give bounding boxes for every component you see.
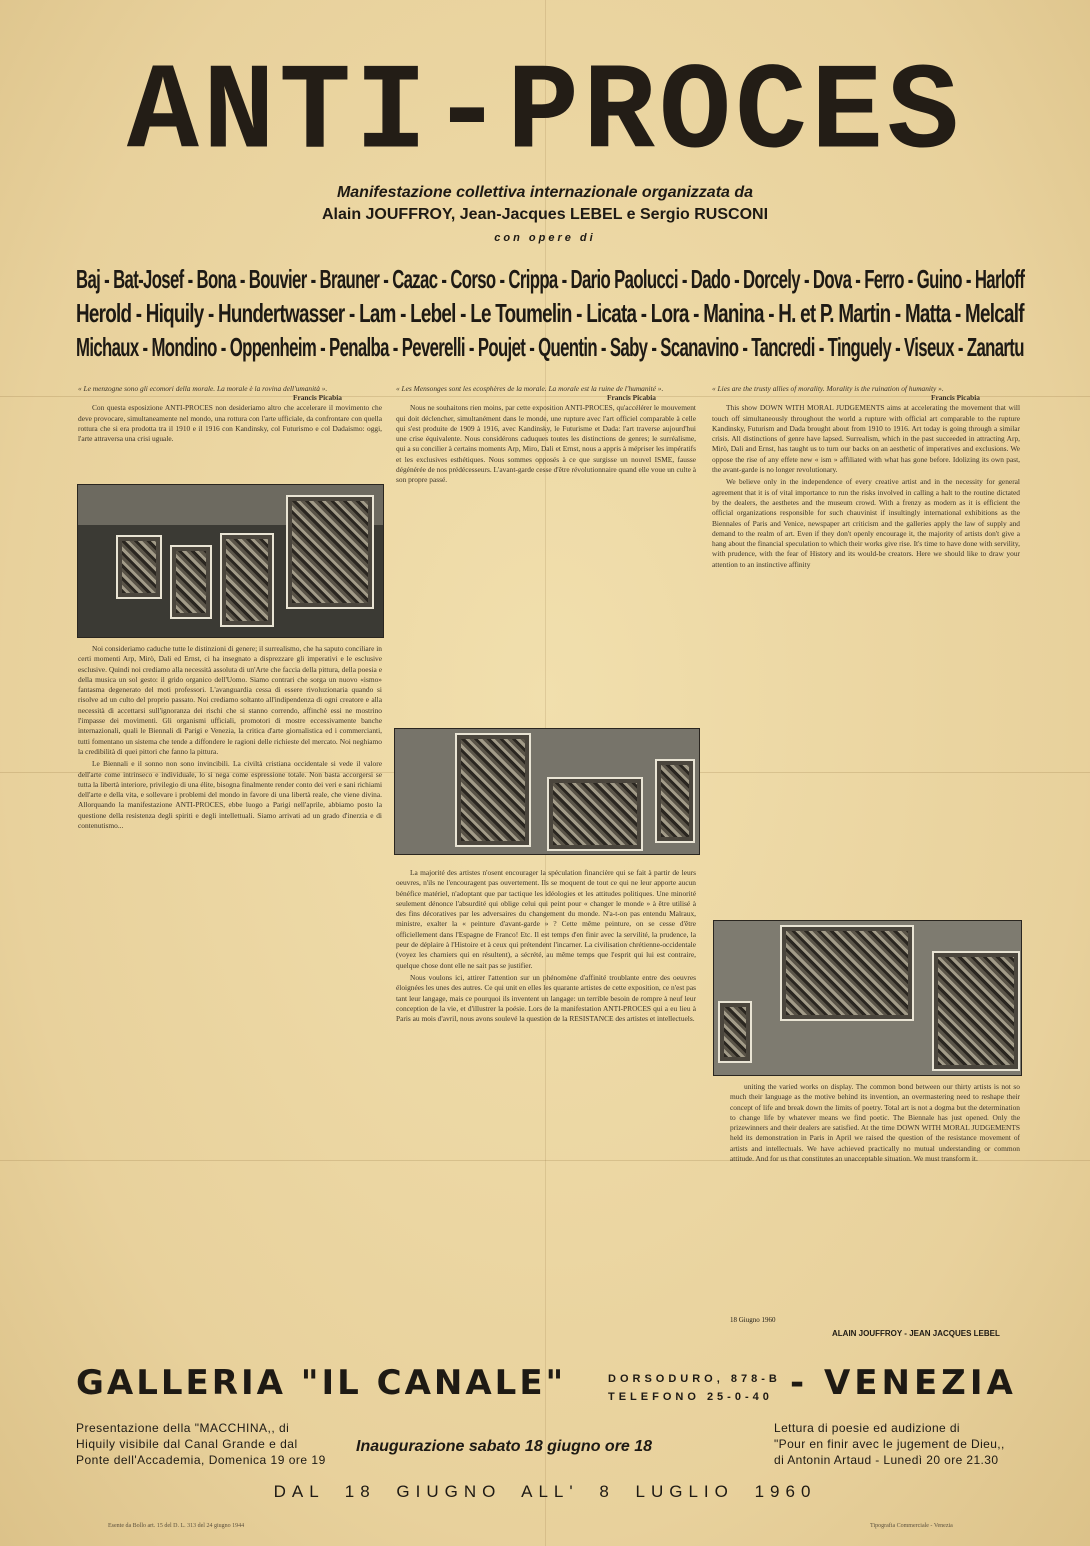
paragraph: This show DOWN WITH MORAL JUDGEMENTS aims at accelerating the movement that will touch off simultaneously throughout the world a rupture with official art comparable to the rupture Kandinsky, Futurism and Dada brought about from 1910 to 1916. Art today is going through a similar crisis. All distinctions of genre have lapsed. Surrealism, which in the past succeeded in attracting Arp, Mirò, Dali and Ernst, has taught us to turn our backs on an aesthetic of imperatives and exclusions. We oppose the rise of any effete new « ism » affiliated with what has gone before. Idolizing its own past, the avant-garde is no longer revolutionary. bbox=[712, 403, 1020, 475]
inauguration-notice: Inaugurazione sabato 18 giugno ore 18 bbox=[356, 1438, 653, 1455]
artist-list-line-3 bbox=[76, 330, 1024, 364]
gallery-name: GALLERIA "IL CANALE" bbox=[76, 1363, 567, 1403]
info-line: di Antonin Artaud - Lunedì 20 ore 21.30 bbox=[774, 1453, 999, 1467]
exhibition-photo-1 bbox=[77, 484, 384, 638]
address-line: DORSODURO, 878-B bbox=[608, 1373, 781, 1385]
subtitle-organizers: Alain JOUFFROY, Jean-Jacques LEBEL e Sergio RUSCONI bbox=[321, 206, 769, 223]
info-line: Ponte dell'Accademia, Domenica 19 ore 19 bbox=[76, 1453, 326, 1467]
gallery-address bbox=[608, 1370, 781, 1406]
quote: « Les Mensonges sont les ecosphères de la morale. La morale est la ruine de l'humanité ». bbox=[396, 384, 664, 393]
quote-author: Francis Picabia bbox=[930, 393, 980, 402]
french-column-body bbox=[396, 868, 696, 1338]
info-line: "Pour en finir avec le jugement de Dieu,, bbox=[774, 1437, 1005, 1451]
paragraph: Noi consideriamo caduche tutte le distinzioni di genere; il surrealismo, che ha saputo conciliare in certi momenti Arp, Mirò, Dali ed Ernst, ci ha insegnato a disprezzare gli imperativi e le esclusive esclusive. Quindi noi crediamo alla necessità assoluta di un'Arte che faccia della pittura, della poesia e della musica un sol gesto: il grido organico dell'Uomo. Siamo contrari che sorga un nuovo «ismo» fantasma degenerato del moti professori. L'avanguardia cessa di essere rivoluzionaria quando si risolve ad un culto del proprio passato. Noi crediamo soltanto all'indipendenza di ogni creatore e alla necessità di accettarsi sull'ignoranza dei rischi che si stanno correndo, affinchè essi ne mostrino l'impasse dei movimenti. Gli organismi ufficiali, promotori di mostre eccessivamente banche internazionali, quali le Biennali di Parigi e Venezia, la critica d'arte giornalistica ed i commercianti, tutti fomentano un sistema che tende a diffondere le ragioni delle richieste del mercato. Noi neghiamo la credibilità di quei pittori che fanno la pittura. bbox=[78, 644, 382, 756]
exhibition-dates: DAL 18 GIUGNO ALL' 8 LUGLIO 1960 bbox=[273, 1482, 817, 1501]
exhibition-photo-3 bbox=[713, 920, 1022, 1076]
artist-names: Baj - Bat-Josef - Bona - Bouvier - Brauner - Cazac - Corso - Crippa - Dario Paolucci - Dado - Dorcely - Dova - Ferro - Guino - Harloff bbox=[76, 264, 1025, 294]
italian-column-body bbox=[78, 644, 382, 1338]
info-line: Presentazione della "MACCHINA,, di bbox=[76, 1421, 290, 1435]
info-line: Hiquily visibile dal Canal Grande e dal bbox=[76, 1437, 298, 1451]
printer-note: Esente da Bollo art. 15 del D. L. 313 del 24 giugno 1944 bbox=[108, 1523, 245, 1529]
quote-author: Francis Picabia bbox=[606, 393, 656, 402]
artist-names: Herold - Hiquily - Hundertwasser - Lam - Lebel - Le Toumelin - Licata - Lora - Manina - H. et P. Martin - Matta - Melcalf bbox=[76, 298, 1024, 328]
paragraph: Con questa esposizione ANTI-PROCES non desideriamo altro che accelerare il movimento che deve provocare, simultaneamente nel mondo, una rottura con l'arte ufficiale, da confrontare con quella rottura che si era prodotta tra il 1910 e il 1916 con Kandinsky, col Futurismo e col Dadaismo: oggi, l'arte attraversa una crisi uguale. bbox=[78, 403, 382, 444]
phone-line: TELEFONO 25-0-40 bbox=[608, 1391, 773, 1403]
subtitle-works-by: con opere di bbox=[494, 232, 596, 244]
text-date: 18 Giugno 1960 bbox=[730, 1316, 776, 1324]
info-line: Lettura di poesie ed audizione di bbox=[774, 1421, 960, 1435]
poster-title: ANTI-PROCES bbox=[126, 45, 964, 185]
artist-list-line-1 bbox=[76, 262, 1024, 296]
paragraph: Nous voulons ici, attirer l'attention sur un phénomène d'affinité troublante entre des oeuvres éloignées les unes des autres. Ce qui unit en elles les quarante artistes de cette exposition, ce n'est pas tant leur langage, mais ce pourquoi ils inventent un langage: un terrible besoin de rompre à neuf leur conception de la vie, et d'illustrer la poésie. Lors de la manifestation ANTI-PROCES qui a eu lieu à Paris au mois d'avril, nous avons soulevé la question de la RESISTANCE des artistes et intellectuels. bbox=[396, 972, 696, 1024]
french-column-top bbox=[396, 384, 696, 720]
quote: « Lies are the trusty allies of morality. Morality is the ruination of humanity ». bbox=[712, 384, 944, 393]
artist-names: Michaux - Mondino - Oppenheim - Penalba - Peverelli - Poujet - Quentin - Saby - Scanavino - Tancredi - Tinguely - Viseux - Zanartu bbox=[76, 332, 1024, 362]
city-name: - VENEZIA bbox=[790, 1363, 1017, 1403]
paragraph: uniting the varied works on display. The common bond between our thirty artists is not so much their language as the motive behind its invention, an overmastering need to reshape their concept of life and break down the limits of poetry. Total art is not a dogma but the determination to change life by whatever means we find poetic. The Biennale has just opened. Only the prizewinners and their dealers are satisfied. At the time DOWN WITH MORAL JUDGEMENTS held its demonstration in Paris in April we raised the question of the resistance movement of artists and intellectuals. We have achieved practically no mutual understanding or common attitude. And for us that constitutes an unacceptable situation. We must transform it. bbox=[730, 1082, 1020, 1164]
italian-column-top bbox=[78, 384, 382, 480]
exhibition-photo-2 bbox=[394, 728, 700, 855]
machine-presentation bbox=[76, 1420, 326, 1468]
paragraph: Le Biennali e il sonno non sono invincibili. La civiltà cristiana occidentale si vede il valore dell'arte come intrinseco e individuale, lo si nega come espressione totale. Non basta accorgersi se tutta la libertà interiore, privilegio di una élite, bisogna finalmente render conto dei veri e sani richiami dell'arte e della vita, e sollevare i problemi del mondo in favore di una libertà reale, che viene divina. Allorquando la manifestazione ANTI-PROCES, ebbe luogo a Parigi nell'aprile, abbiamo posto la questione della resistenza degli spiriti e degli intellettuali. Siamo arrivati ad un grado d'inerzia e di contenutismo... bbox=[78, 759, 382, 831]
printer-imprint: Tipografia Commerciale - Venezia bbox=[870, 1523, 953, 1529]
paragraph: We believe only in the independence of every creative artist and in the necessity for general agreement that it is of vital importance to run the risks involved in calling a halt to the routine dictated by the dealers, the aesthetes and the museum crowd. With a frenzy as modern as it is efficient the official organizations responsible for such chauvinist if insultingly international exhibitions as the Biennales of Paris and Venice, newspaper art criticism and the galleries apply the law of supply and demand to the realm of art. Even if they don't openly encourage it, the majority of artists don't give a hang about the financial speculation to which their works give rise. It's time to have done with servility, with prudence, with the fear of History and its would-be creators. Here we should like to draw your attention to an instinctive affinity bbox=[712, 477, 1020, 569]
paragraph: Nous ne souhaitons rien moins, par cette exposition ANTI-PROCES, qu'accélérer le mouvement qui doit déclencher, simultanément dans le monde, une rupture avec l'art officiel comparable à celle qui s'est produite de 1909 à 1916, avec Kandinsky, le Futurisme et Dada: l'art traverse aujourd'hui une crise équivalente. Nous considérons caduques toutes les distinctions de genres; le surréalisme, qui a su concilier à certains moments Arp, Miro, Dali et Ernst, nous a appris à mépriser les impératifs et les exclusives esthétiques. Nous sommes opposés à ce que surgisse un nouvel ISME, fausse dégénérée de nos prédécesseurs. L'avant-garde cesse d'être révolutionnaire quand elle voue un culte à son propre passé. bbox=[396, 403, 696, 485]
paragraph: La majorité des artistes n'osent encourager la spéculation financière qui se fait à partir de leurs oeuvres, n'ils ne l'encouragent pas ouvertement. Ils se moquent de tout ce qui ne leur apporte aucun bénéfice matériel, n'adoptant que par tactique les idéologies et les attitudes politiques. Une minorité seulement dénonce l'absurdité qui oblige celui qui peint pour « changer le monde » à être utilisé à des fins décoratives par les adversaires du changement du monde. N'a-t-on pas entendu Malraux, ministre, exalter la « peinture d'avant-garde » ? Cette même peinture, on se cesse d'être officiellement dans l'Espagne de Franco! Etc. Il est temps d'en finir avec la servilité, la prudence, la peur de déplaire à l'Histoire et à ceux qui prétendent l'incarner. La civilisation chrétienne-occidentale (voyez les charniers qui en résultent), a sécrété, au même temps que l'esprit qui lui est contraire, quelque chose dont elle ne sait pas se justifier. bbox=[396, 868, 696, 970]
quote: « Le menzogne sono gli ecomori della morale. La morale è la rovina dell'umanità ». bbox=[78, 384, 328, 393]
signature: ALAIN JOUFFROY - JEAN JACQUES LEBEL bbox=[832, 1329, 1000, 1338]
english-column-body bbox=[730, 1082, 1020, 1312]
english-column-top bbox=[712, 384, 1020, 914]
quote-author: Francis Picabia bbox=[292, 393, 342, 402]
artist-list-line-2 bbox=[76, 296, 1024, 330]
subtitle-organized: Manifestazione collettiva internazionale organizzata da bbox=[336, 184, 754, 201]
poetry-reading bbox=[774, 1420, 1005, 1468]
